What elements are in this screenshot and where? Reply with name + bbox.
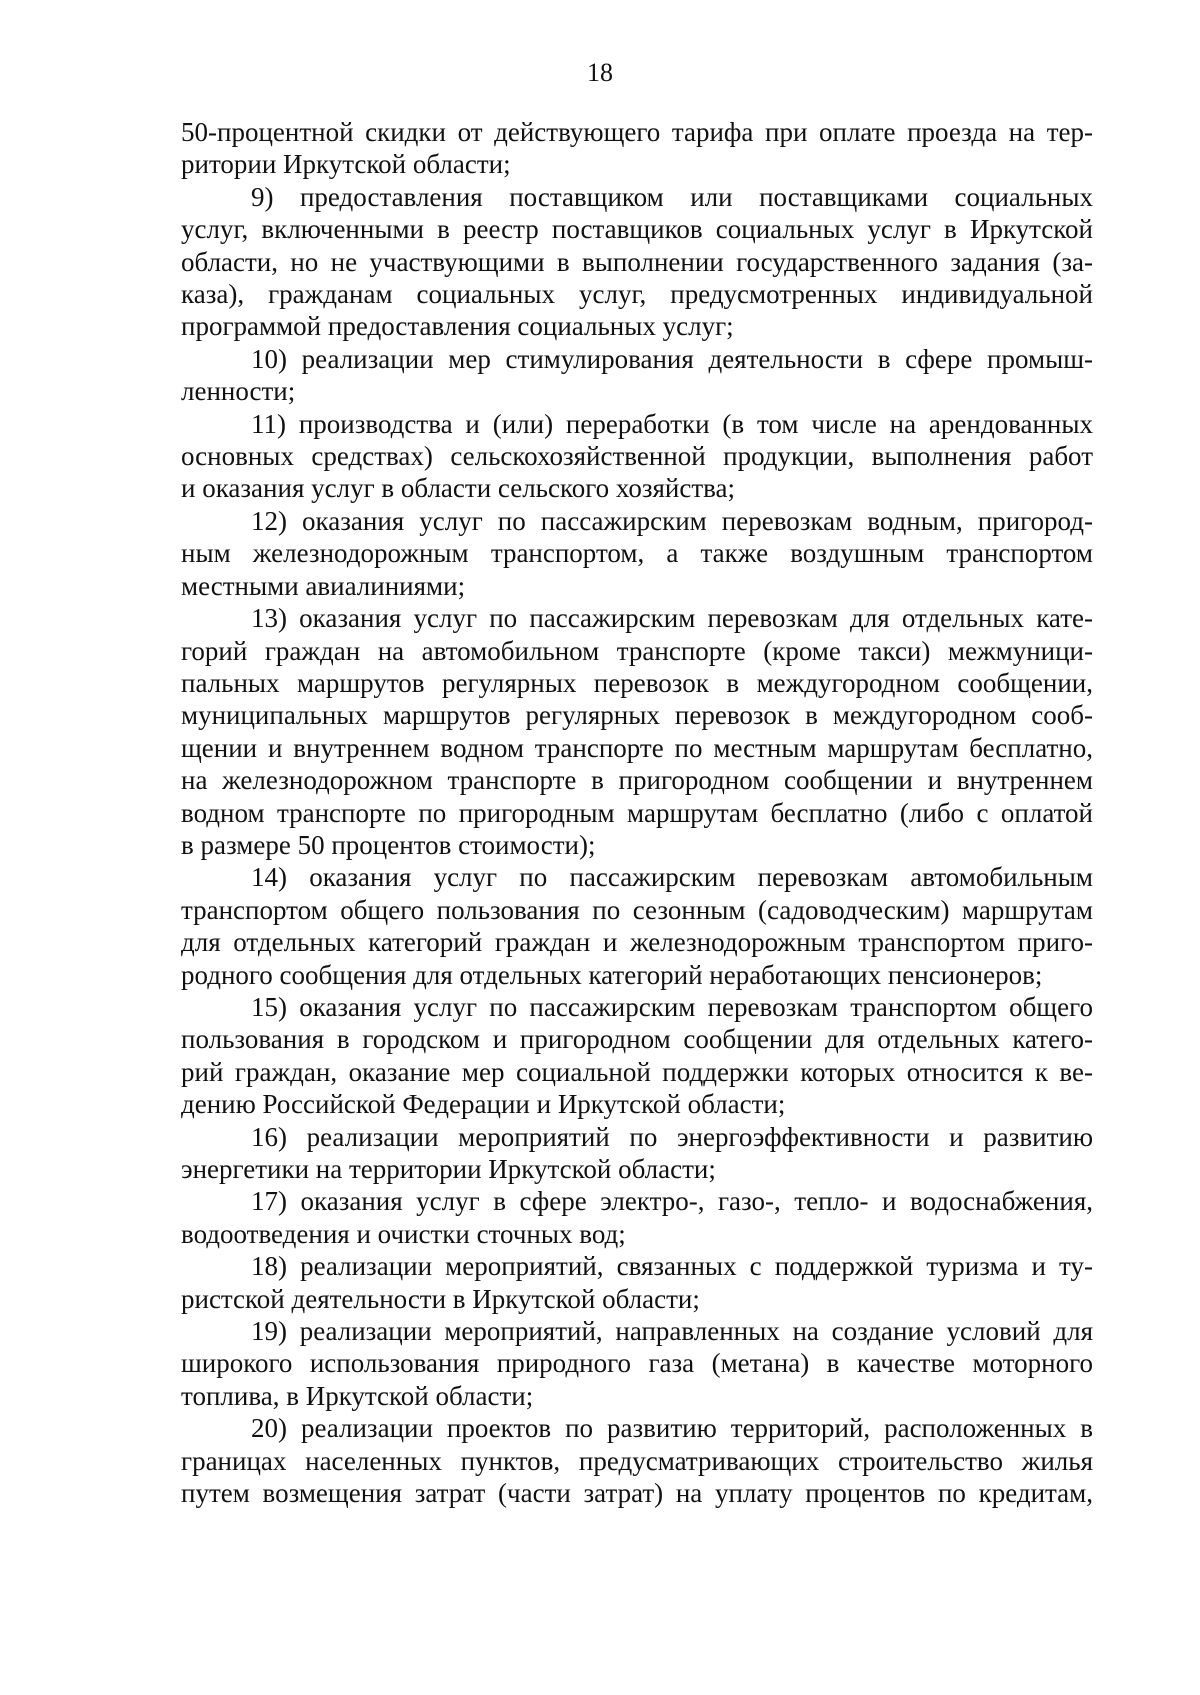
text-line: топлива, в Иркутской области; [181,1380,534,1411]
text-line: 16) реализации мероприятий по энергоэффективности и развитию [251,1121,1093,1152]
paragraph [181,602,1093,861]
text-line: транспортом общего пользования по сезонным (садоводческим) маршрутам [181,894,1093,925]
paragraph [181,1185,1093,1250]
text-line: ритории Иркутской области; [181,149,511,180]
text-line: родного сообщения для отдельных категорий неработающих пенсионеров; [181,959,1043,990]
text-line: 9) предоставления поставщиком или поставщиками социальных [251,181,1093,212]
document-body [181,116,1093,1509]
text-line: основных средствах) сельскохозяйственной продукции, выполнения работ [181,441,1093,472]
text-line: 18) реализации мероприятий, связанных с поддержкой туризма и ту- [251,1251,1093,1282]
text-line: на железнодорожном транспорте в пригородном сообщении и внутреннем [181,765,1093,796]
text-line: каза), гражданам социальных услуг, предусмотренных индивидуальной [181,279,1093,310]
text-line: 19) реализации мероприятий, направленных на создание условий для [251,1316,1093,1347]
paragraph [181,1412,1093,1509]
text-line: горий граждан на автомобильном транспорте (кроме такси) межмуници- [181,635,1093,666]
paragraph [181,343,1093,408]
text-line: 13) оказания услуг по пассажирским перевозкам для отдельных кате- [251,603,1093,634]
text-line: области, но не участвующими в выполнении государственного задания (за- [181,246,1093,277]
paragraph [181,991,1093,1121]
text-line: местными авиалиниями; [181,570,466,601]
text-line: рий граждан, оказание мер социальной поддержки которых относится к ве- [181,1056,1093,1087]
text-line: пальных маршрутов регулярных перевозок в междугородном сообщении, [181,667,1093,698]
text-line: и оказания услуг в области сельского хозяйства; [181,473,736,504]
text-line: пользования в городском и пригородном сообщении для отдельных катего- [181,1024,1093,1055]
text-line: в размере 50 процентов стоимости); [181,829,596,860]
text-line: муниципальных маршрутов регулярных перевозок в междугородном сооб- [181,700,1093,731]
text-line: 50-процентной скидки от действующего тарифа при оплате проезда на тер- [181,117,1093,147]
text-line: услуг, включенными в реестр поставщиков социальных услуг в Иркутской [181,214,1093,245]
text-line: для отдельных категорий граждан и железнодорожным транспортом приго- [181,927,1093,958]
text-line: водном транспорте по пригородным маршрутам бесплатно (либо с оплатой [181,797,1093,828]
text-line: ным железнодорожным транспортом, а также воздушным транспортом [181,538,1093,569]
paragraph [181,505,1093,602]
paragraph [181,1315,1093,1412]
text-line: дению Российской Федерации и Иркутской области; [181,1089,786,1120]
text-line: 17) оказания услуг в сфере электро-, газо-, тепло- и водоснабжения, [251,1186,1093,1217]
text-line: путем возмещения затрат (части затрат) на уплату процентов по кредитам, [181,1478,1093,1509]
text-line: ленности; [181,376,296,407]
text-line: широкого использования природного газа (метана) в качестве моторного [181,1348,1093,1379]
text-line: 20) реализации проектов по развитию территорий, расположенных в [251,1413,1093,1444]
text-line: 14) оказания услуг по пассажирским перевозкам автомобильным [251,862,1093,893]
paragraph [181,116,1093,181]
text-line: 15) оказания услуг по пассажирским перевозкам транспортом общего [251,991,1093,1022]
text-line: границах населенных пунктов, предусматривающих строительство жилья [181,1445,1093,1476]
text-line: ристской деятельности в Иркутской области; [181,1283,700,1314]
text-line: водоотведения и очистки сточных вод; [181,1218,626,1249]
text-line: 10) реализации мер стимулирования деятельности в сфере промыш- [251,343,1093,374]
text-line: 11) производства и (или) переработки (в том числе на арендованных [251,408,1093,439]
paragraph [181,181,1093,343]
text-line: щении и внутреннем водном транспорте по местным маршрутам бесплатно, [181,732,1093,763]
text-line: программой предоставления социальных услуг; [181,311,734,342]
paragraph [181,1121,1093,1186]
paragraph [181,861,1093,991]
paragraph [181,408,1093,505]
text-line: 12) оказания услуг по пассажирским перевозкам водным, пригород- [251,505,1093,536]
paragraph [181,1250,1093,1315]
text-line: энергетики на территории Иркутской области; [181,1154,716,1184]
page-number: 18 [587,58,613,87]
